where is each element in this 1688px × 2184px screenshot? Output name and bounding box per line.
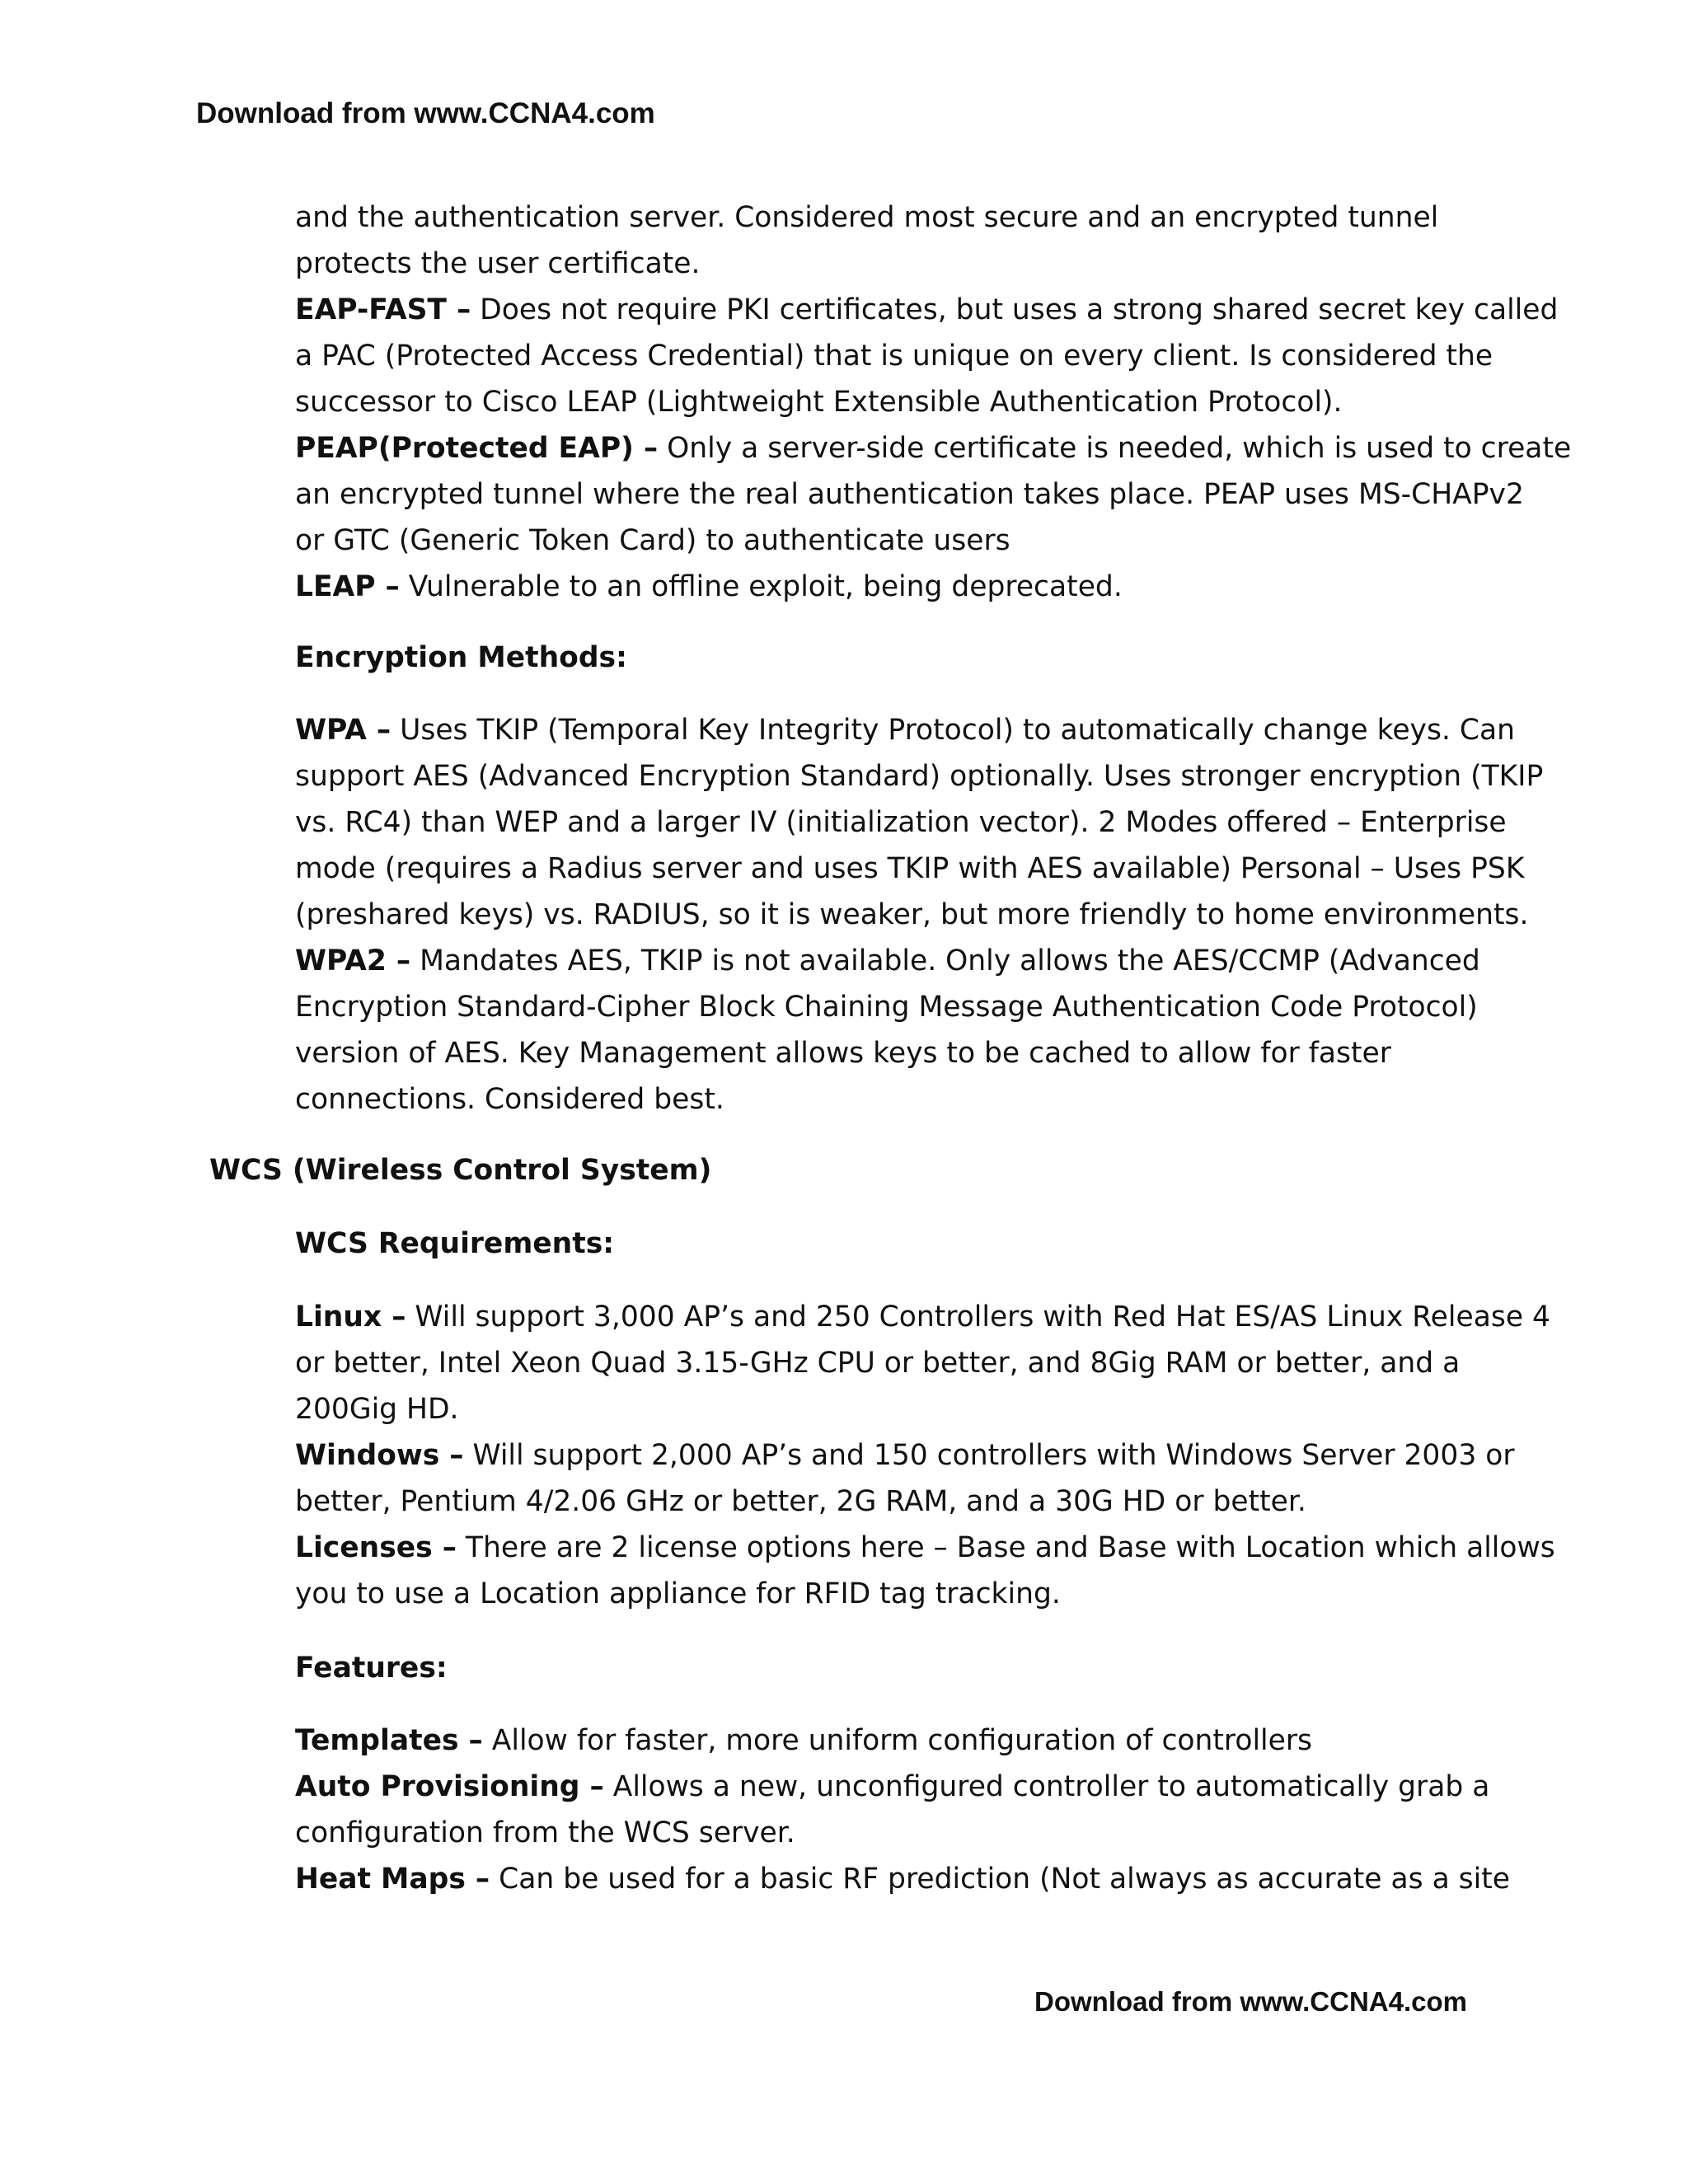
- encryption-methods-section: [295, 707, 1544, 1122]
- wpa-text-1: Uses TKIP (Temporal Key Integrity Protocol) to automatically change keys. Can: [391, 714, 1515, 747]
- windows-entry: [295, 1432, 1515, 1525]
- auto-provisioning-text-2: configuration from the WCS server.: [295, 1816, 795, 1849]
- linux-term: Linux –: [295, 1301, 406, 1333]
- wcs-heading: WCS (Wireless Control System): [209, 1154, 712, 1187]
- templates-entry: [295, 1718, 1498, 1764]
- peap-text-1: Only a server-side certificate is needed, which is used to create: [658, 432, 1572, 465]
- wcs-requirements-heading: WCS Requirements:: [295, 1227, 615, 1260]
- wpa-text-4: mode (requires a Radius server and uses TKIP with AES available) Personal – Uses PSK: [295, 852, 1525, 885]
- licenses-text-2: you to use a Location appliance for RFID tag tracking.: [295, 1577, 1061, 1610]
- heat-maps-text-1: Can be used for a basic RF prediction (Not always as accurate as a site: [490, 1863, 1510, 1896]
- encryption-methods-heading: Encryption Methods:: [295, 641, 627, 674]
- windows-text-1: Will support 2,000 AP’s and 150 controllers with Windows Server 2003 or: [463, 1439, 1515, 1472]
- peap-text-3: or GTC (Generic Token Card) to authenticate users: [295, 524, 1010, 557]
- licenses-term: Licenses –: [295, 1531, 457, 1564]
- features-section: [295, 1718, 1510, 1902]
- wpa-text-3: vs. RC4) than WEP and a larger IV (initialization vector). 2 Modes offered – Enterprise: [295, 806, 1507, 839]
- eap-fast-text-3: successor to Cisco LEAP (Lightweight Extensible Authentication Protocol).: [295, 386, 1343, 419]
- heat-maps-term: Heat Maps –: [295, 1863, 490, 1896]
- windows-term: Windows –: [295, 1439, 464, 1472]
- wpa-entry: [295, 707, 1544, 938]
- auth-continuation-line-2: protects the user certificate.: [295, 247, 701, 280]
- auto-provisioning-term: Auto Provisioning –: [295, 1770, 604, 1803]
- wpa-term: WPA –: [295, 714, 392, 747]
- peap-term: PEAP(Protected EAP) –: [295, 432, 659, 465]
- wpa2-entry: [295, 938, 1498, 1122]
- wpa2-text-4: connections. Considered best.: [295, 1083, 724, 1116]
- features-heading: Features:: [295, 1652, 448, 1685]
- leap-term: LEAP –: [295, 570, 400, 603]
- eap-fast-entry: [295, 287, 1559, 425]
- wpa2-term: WPA2 –: [295, 944, 411, 977]
- auth-continuation-line-1: and the authentication server. Considered most secure and an encrypted tunnel: [295, 201, 1439, 234]
- templates-text-1: Allow for faster, more uniform configuration of controllers: [482, 1724, 1313, 1757]
- auto-provisioning-entry: [295, 1764, 1498, 1856]
- linux-text-1: Will support 3,000 AP’s and 250 Controllers with Red Hat ES/AS Linux Release 4: [406, 1301, 1550, 1333]
- peap-text-2: an encrypted tunnel where the real authentication takes place. PEAP uses MS-CHAPv2: [295, 478, 1524, 511]
- wpa2-text-3: version of AES. Key Management allows keys to be cached to allow for faster: [295, 1037, 1391, 1070]
- templates-term: Templates –: [295, 1724, 483, 1757]
- licenses-entry: [295, 1525, 1555, 1617]
- eap-fast-text-1: Does not require PKI certificates, but uses a strong shared secret key called: [471, 293, 1559, 326]
- wpa2-text-2: Encryption Standard-Cipher Block Chaining Message Authentication Code Protocol): [295, 991, 1478, 1024]
- linux-text-3: 200Gig HD.: [295, 1393, 459, 1426]
- footer-download-link[interactable]: Download from www.CCNA4.com: [1034, 1986, 1467, 2017]
- auto-provisioning-text-1: Allows a new, unconfigured controller to automatically grab a: [603, 1770, 1490, 1803]
- licenses-text-1: There are 2 license options here – Base and Base with Location which allows: [456, 1531, 1555, 1564]
- heat-maps-entry: [295, 1856, 1510, 1902]
- windows-text-2: better, Pentium 4/2.06 GHz or better, 2G RAM, and a 30G HD or better.: [295, 1485, 1306, 1518]
- wcs-requirements-section: [295, 1294, 1555, 1617]
- linux-text-2: or better, Intel Xeon Quad 3.15-GHz CPU or better, and 8Gig RAM or better, and a: [295, 1347, 1461, 1380]
- wpa2-text-1: Mandates AES, TKIP is not available. Only allows the AES/CCMP (Advanced: [410, 944, 1480, 977]
- auth-methods-section: [295, 194, 1572, 610]
- leap-text-1: Vulnerable to an offline exploit, being deprecated.: [399, 570, 1123, 603]
- wpa-text-5: (preshared keys) vs. RADIUS, so it is weaker, but more friendly to home environments.: [295, 898, 1529, 931]
- peap-entry: [295, 425, 1572, 564]
- leap-entry: [295, 564, 1498, 610]
- linux-entry: [295, 1294, 1550, 1432]
- wpa-text-2: support AES (Advanced Encryption Standard) optionally. Uses stronger encryption (TKIP: [295, 760, 1544, 793]
- eap-fast-text-2: a PAC (Protected Access Credential) that is unique on every client. Is considered the: [295, 340, 1493, 373]
- header-download-link[interactable]: Download from www.CCNA4.com: [196, 97, 655, 129]
- eap-fast-term: EAP-FAST –: [295, 293, 471, 326]
